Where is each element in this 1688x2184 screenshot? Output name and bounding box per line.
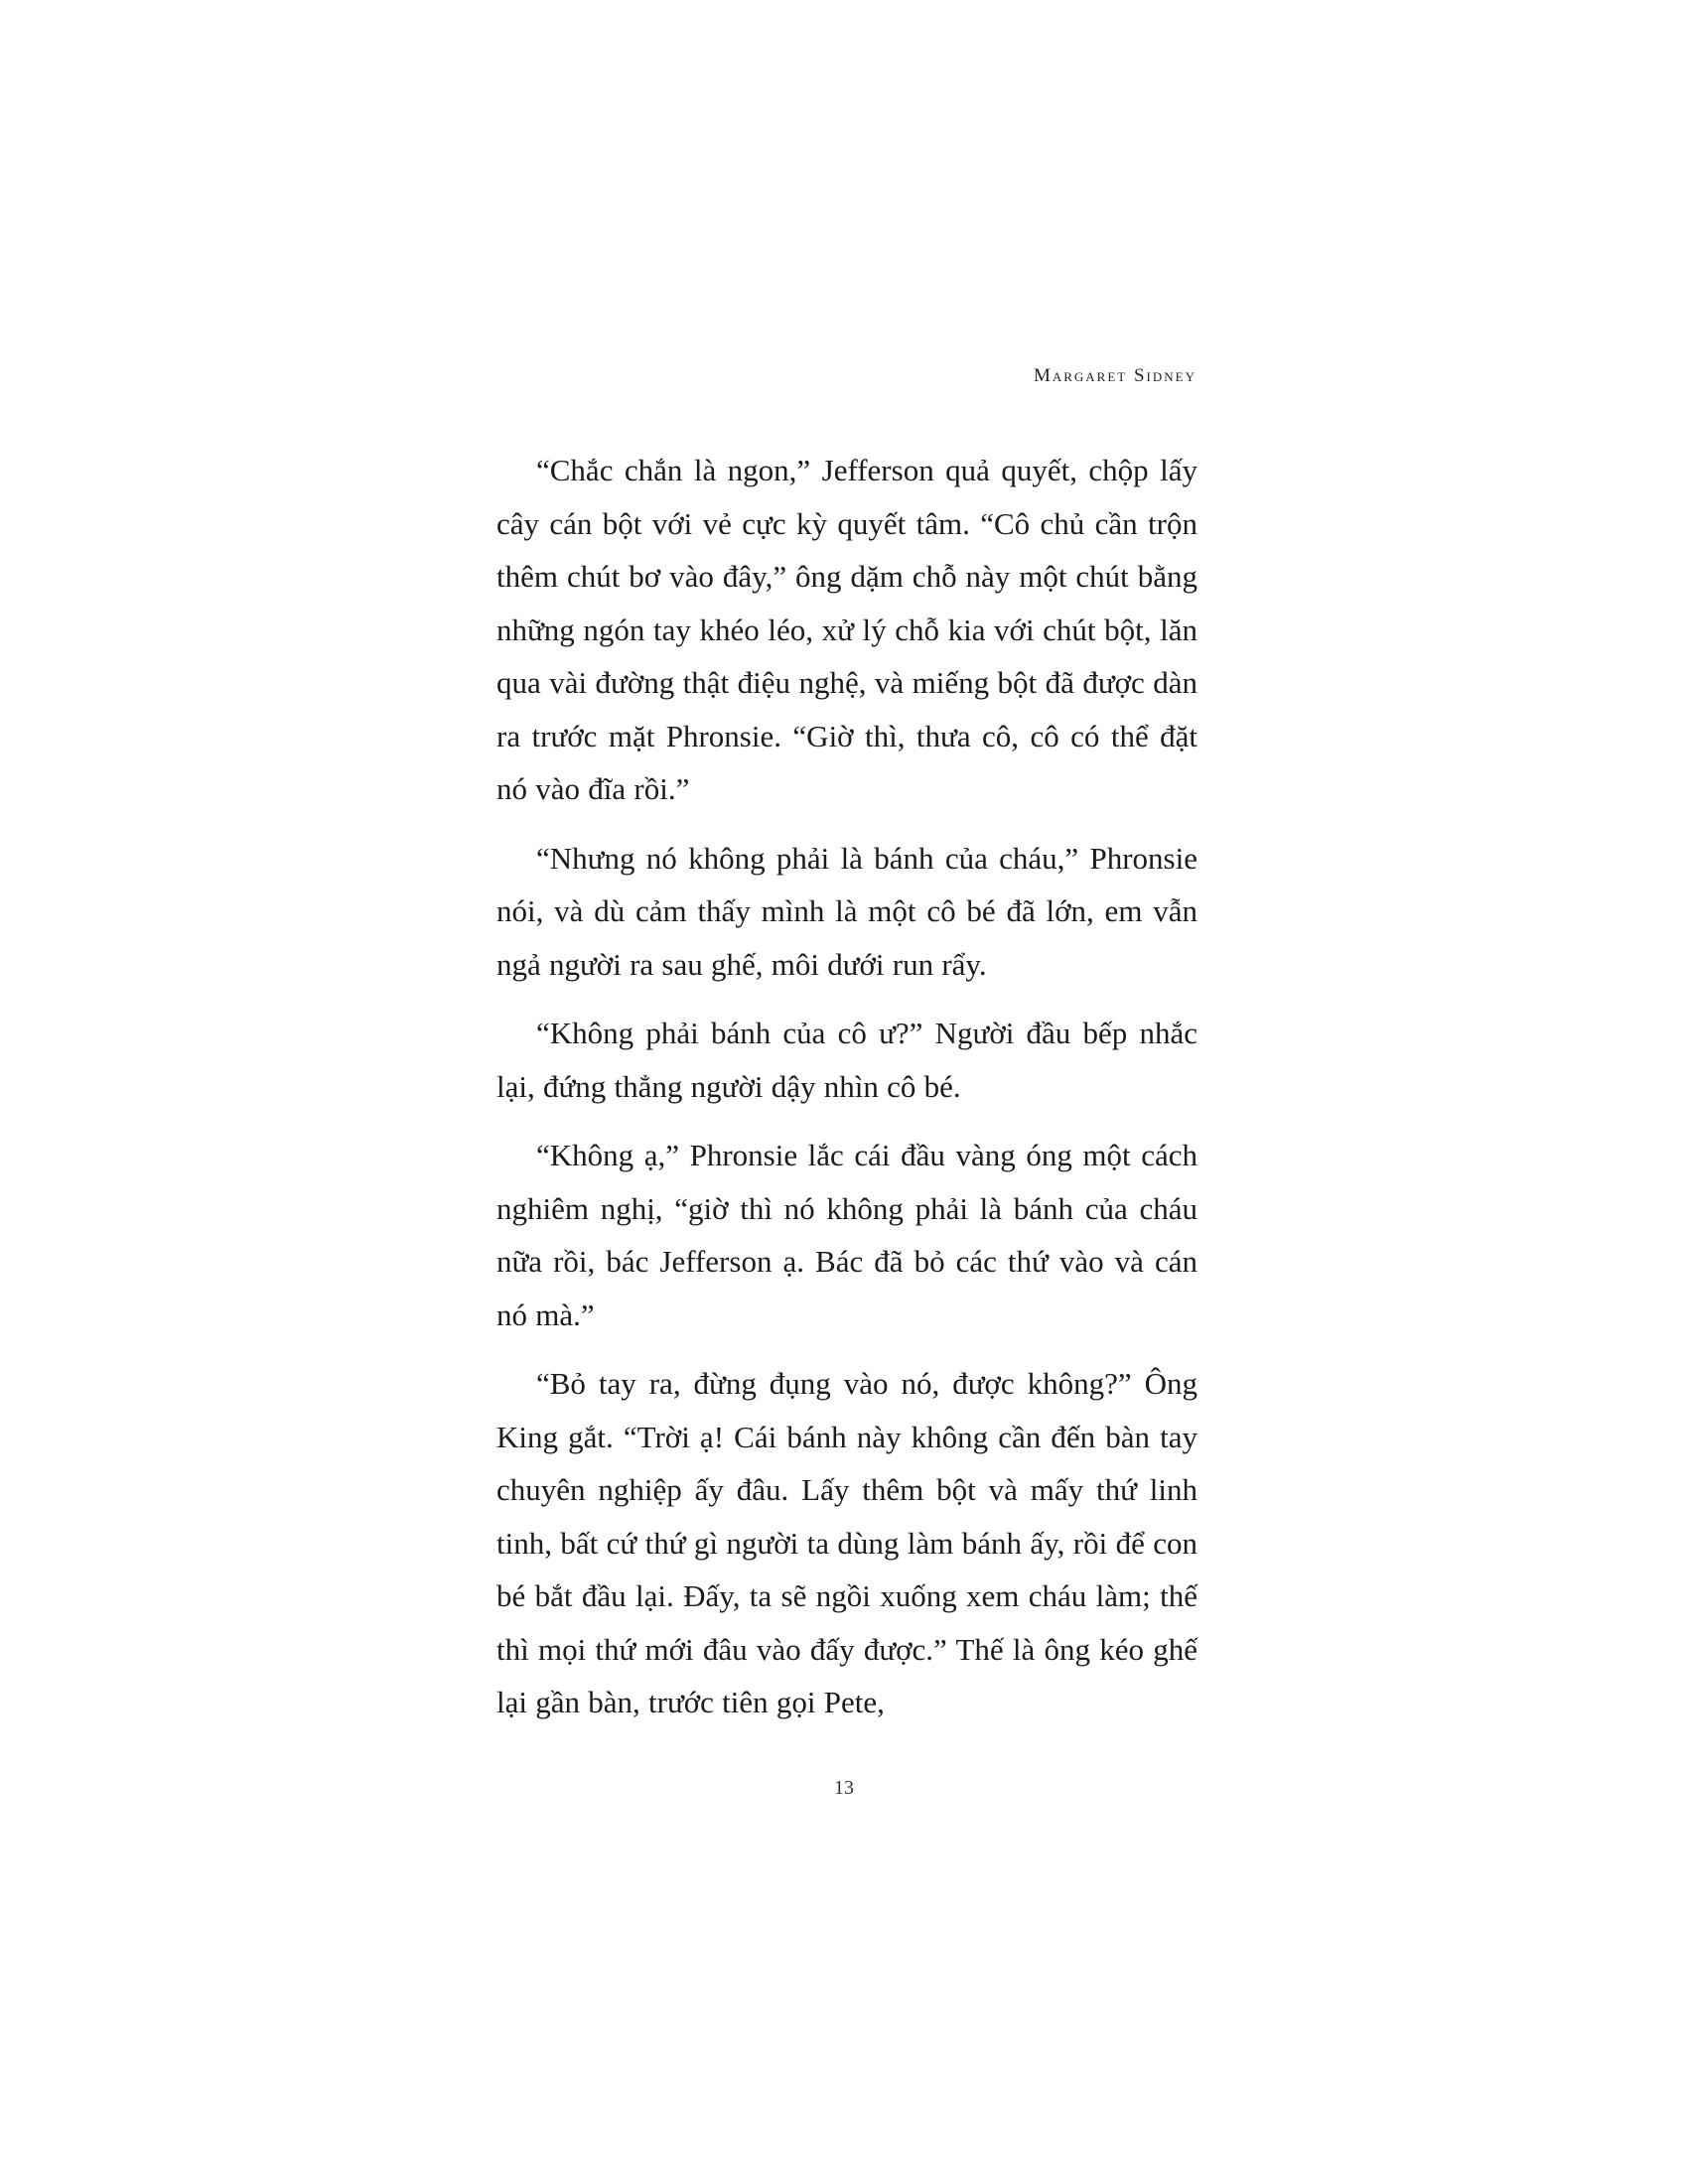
body-text — [496, 444, 1197, 1745]
paragraph-4: “Không ạ,” Phronsie lắc cái đầu vàng óng một cách nghiêm nghị, “giờ thì nó không phải là bánh của cháu nữa rồi, bác Jefferson ạ. Bác đã bỏ các thứ vào và cán nó mà.” — [496, 1138, 1197, 1332]
paragraph-1: “Chắc chắn là ngon,” Jefferson quả quyết, chộp lấy cây cán bột với vẻ cực kỳ quyết tâm. “Cô chủ cần trộn thêm chút bơ vào đây,” ông dặm chỗ này một chút bằng những ngón tay khéo léo, xử lý chỗ kia với chút bột, lăn qua vài đường thật điệu nghệ, và miếng bột đã được dàn ra trước mặt Phronsie. “Giờ thì, thưa cô, cô có thể đặt nó vào đĩa rồi.” — [496, 453, 1197, 806]
paragraph-3: “Không phải bánh của cô ư?” Người đầu bếp nhắc lại, đứng thẳng người dậy nhìn cô bé. — [496, 1016, 1197, 1104]
running-header: Margaret Sidney — [1033, 365, 1196, 386]
paragraph-2: “Nhưng nó không phải là bánh của cháu,” Phronsie nói, và dù cảm thấy mình là một cô bé đã lớn, em vẫn ngả người ra sau ghế, môi dưới run rẩy. — [496, 840, 1197, 982]
page-number: 13 — [834, 1777, 854, 1799]
paragraph-5: “Bỏ tay ra, đừng đụng vào nó, được không?” Ông King gắt. “Trời ạ! Cái bánh này không cần đến bàn tay chuyên nghiệp ấy đâu. Lấy thêm bột và mấy thứ linh tinh, bất cứ thứ gì người ta dùng làm bánh ấy, rồi để con bé bắt đầu lại. Đấy, ta sẽ ngồi xuống xem cháu làm; thế thì mọi thứ mới đâu vào đấy được.” Thế là ông kéo ghế lại gần bàn, trước tiên gọi Pete, — [496, 1366, 1197, 1719]
